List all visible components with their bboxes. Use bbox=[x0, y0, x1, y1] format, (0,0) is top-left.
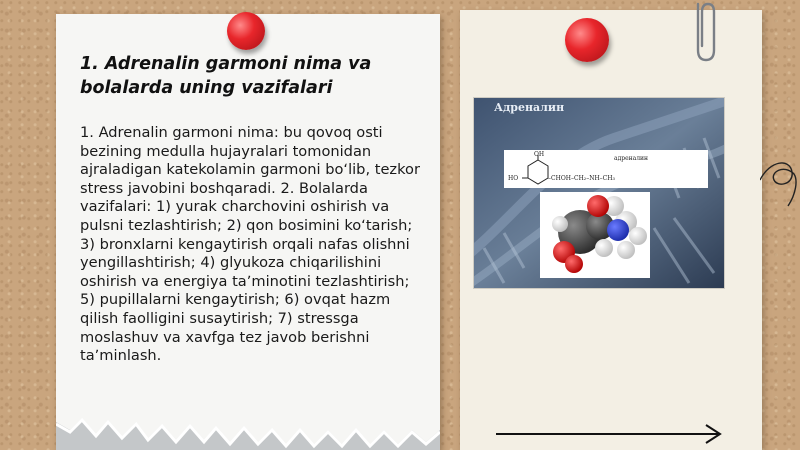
formula-chain: –CHOH–CH₂–NH–CH₃ bbox=[548, 175, 615, 182]
arrow-right-icon bbox=[496, 424, 726, 446]
space-filling-molecule-model bbox=[540, 192, 650, 278]
pushpin-icon bbox=[565, 18, 609, 62]
page-title: 1. Adrenalin garmoni nima va bolalarda uning vazifalari bbox=[80, 54, 372, 98]
doodle-swirl-icon bbox=[760, 150, 800, 210]
slide-header bbox=[494, 101, 719, 144]
slide-heading: Адреналин bbox=[494, 101, 565, 114]
pushpin-icon bbox=[227, 12, 265, 50]
formula-ho: HO bbox=[508, 175, 519, 182]
torn-paper-edge bbox=[56, 400, 440, 450]
paperclip-icon bbox=[688, 0, 718, 64]
formula-oh: OH bbox=[534, 151, 545, 158]
formula-label: адреналин bbox=[614, 155, 649, 162]
adrenaline-slide-image bbox=[474, 98, 724, 288]
body-paragraph: 1. Adrenalin garmoni nima: bu qovoq osti bezining medulla hujayralari tomonidan ajraladigan katekolamin garmoni boʻlib, tezkor stress javobini boshqaradi. 2. Bolalarda vazifalari: 1) yurak charchovini oshirish va pulsni tezlashtirish; 2) qon bosimini koʻtarish; 3) bronxlarni kengaytirish orqali nafas olishni yengillashtirish; 4) glyukoza chiqarilishini oshirish va energiya taʼminotini tezlashtirish; 5) pupillalarni kengaytirish; 6) ovqat hazm qilish faolligini susaytirish; 7) stressga moslashuv va xavfga tez javob berishni taʼminlash. bbox=[80, 124, 420, 365]
structural-formula bbox=[504, 150, 708, 188]
